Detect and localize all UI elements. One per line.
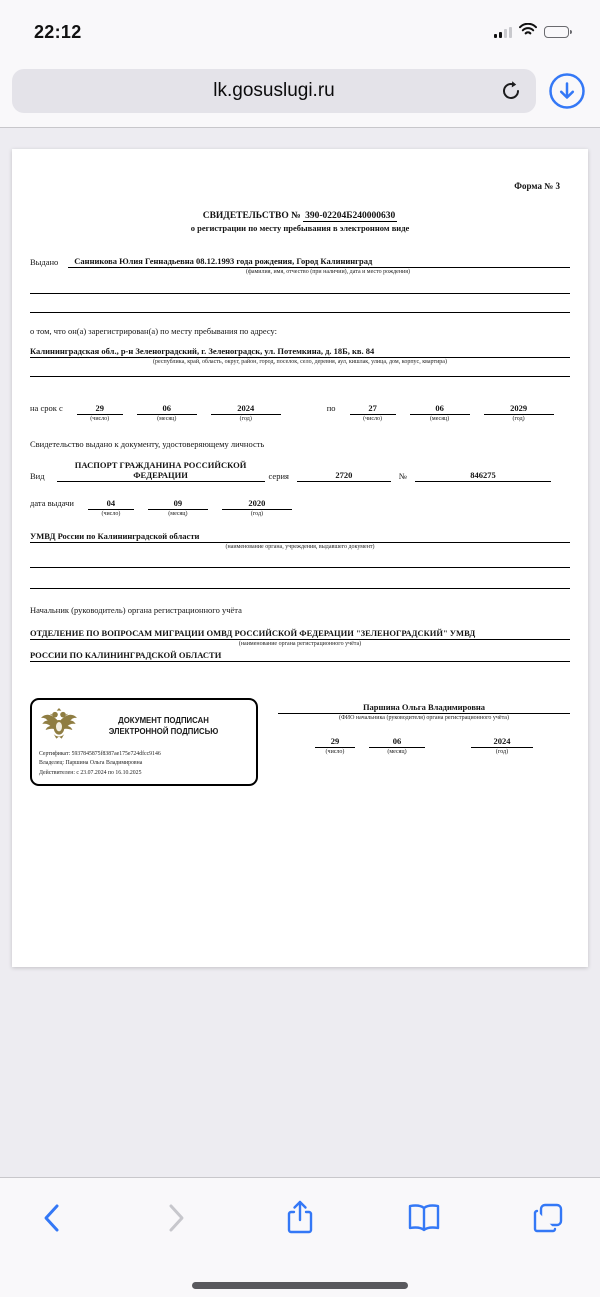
sign-date-day-field: 29 (число) (315, 736, 355, 755)
number-label: № (398, 471, 408, 481)
stamp-certificate-line: Сертификат: 5937845875f8387ae175e724dfcc9146 (39, 751, 161, 757)
address-caption: (республика, край, область, округ, район, город, поселок, село, деревня, аул, кишлак, улица, дом, корпус, квартира) (153, 359, 447, 365)
issued-caption: (фамилия, имя, отчество (при наличии), дата и место рождения) (245, 269, 411, 275)
back-button[interactable] (30, 1196, 74, 1240)
blank-line (30, 550, 570, 568)
passport-row (30, 460, 570, 482)
download-progress-button[interactable] (548, 72, 586, 110)
issue-date-day-field: 04 (число) (88, 498, 134, 517)
number-value: 846275 (415, 470, 551, 482)
blank-line (30, 365, 570, 377)
document-title-prefix: СВИДЕТЕЛЬСТВО № (202, 211, 301, 221)
share-button[interactable] (278, 1196, 322, 1240)
document-page (12, 149, 588, 967)
doc-type-line2: ФЕДЕРАЦИИ (57, 470, 265, 482)
wifi-icon (519, 23, 537, 41)
issue-date-month-field: 09 (месяц) (148, 498, 208, 517)
issued-label: Выдано (30, 257, 59, 267)
url-text[interactable]: lk.gosuslugi.ru (213, 80, 335, 101)
form-number-label: Форма № 3 (514, 181, 560, 191)
authority-line1: ОТДЕЛЕНИЕ ПО ВОПРОСАМ МИГРАЦИИ ОМВД РОССИЙСКОЙ ФЕДЕРАЦИИ "ЗЕЛЕНОГРАДСКИЙ" УМВД (30, 628, 570, 640)
blank-line (30, 275, 570, 294)
stamp-details (39, 750, 248, 778)
tabs-button[interactable] (526, 1196, 570, 1240)
issue-date-year-field: 2020 (год) (222, 498, 292, 517)
period-row (30, 403, 570, 422)
period-from-label: на срок с (30, 403, 63, 413)
digital-signature-stamp (30, 698, 258, 786)
web-content-area[interactable] (0, 128, 600, 1177)
status-icons (494, 23, 573, 41)
period-to-label: по (326, 403, 336, 413)
sign-date-month-field: 06 (месяц) (369, 736, 425, 755)
issued-value: Санникова Юлия Геннадьевна 08.12.1993 года рождения, Город Калининград (68, 256, 570, 268)
certificate-number: 390-02204Б240000630 (305, 211, 396, 221)
stamp-validity-line: Действителен: с 23.07.2024 по 16.10.2025 (39, 769, 142, 776)
period-from-month-field: 06 (месяц) (137, 403, 197, 422)
status-bar (0, 0, 600, 54)
issue-date-label: дата выдачи (30, 498, 74, 508)
document-title (30, 211, 570, 221)
issue-date-row (30, 498, 570, 517)
cellular-signal-icon (494, 26, 513, 38)
url-row (0, 54, 600, 128)
signer-block (278, 698, 570, 786)
stamp-title: ДОКУМЕНТ ПОДПИСАН ЭЛЕКТРОННОЙ ПОДПИСЬЮ (108, 716, 219, 736)
chief-label: Начальник (руководитель) органа регистрационного учёта (30, 605, 242, 615)
sign-date-row (278, 736, 570, 755)
sign-date-year-field: 2024 (год) (471, 736, 533, 755)
document-subtitle: о регистрации по месту пребывания в электронном виде (190, 223, 410, 233)
identity-document-text: Свидетельство выдано к документу, удостоверяющему личность (30, 439, 265, 449)
blank-line (30, 568, 570, 589)
mvd-eagle-emblem-icon (39, 707, 79, 746)
address-value: Калининградская обл., р-н Зеленоградский, г. Зеленоградск, ул. Потемкина, д. 18Б, кв. 84 (30, 346, 570, 358)
battery-icon (544, 26, 572, 39)
authority-line2: РОССИИ ПО КАЛИНИНГРАДСКОЙ ОБЛАСТИ (30, 650, 570, 662)
issued-row (30, 256, 570, 268)
period-to-year-field: 2029 (год) (484, 403, 554, 422)
issuer-value: УМВД России по Калининградской области (30, 531, 570, 543)
signer-name: Паршина Ольга Владимировна (278, 702, 570, 714)
period-from-day-field: 29 (число) (77, 403, 123, 422)
bookmarks-button[interactable] (402, 1196, 446, 1240)
signer-caption: (ФИО начальника (руководителя) органа регистрационного учёта) (339, 715, 509, 721)
stamp-owner-line: Владелец: Паршина Ольга Владимировна (39, 760, 143, 767)
doc-type-line1: ПАСПОРТ ГРАЖДАНИНА РОССИЙСКОЙ (74, 460, 247, 470)
signature-area (30, 698, 570, 786)
blank-line (30, 294, 570, 313)
authority-caption: (наименование органа регистрационного учёта) (238, 641, 362, 647)
period-to-day-field: 27 (число) (350, 403, 396, 422)
issuer-caption: (наименование органа, учреждения, выдавшего документ) (225, 544, 375, 550)
period-from-year-field: 2024 (год) (211, 403, 281, 422)
safari-bottom-toolbar (0, 1177, 600, 1297)
reload-button[interactable] (498, 78, 524, 104)
forward-button[interactable] (154, 1196, 198, 1240)
series-label: серия (268, 471, 289, 481)
registered-text: о том, что он(а) зарегистрирован(а) по месту пребывания по адресу: (30, 326, 278, 336)
series-value: 2720 (297, 470, 391, 482)
browser-header (0, 0, 600, 128)
doc-type-label: Вид (30, 471, 45, 481)
address-bar[interactable] (12, 69, 536, 113)
home-indicator[interactable] (192, 1282, 408, 1289)
status-time: 22:12 (34, 21, 82, 42)
doc-type-value (57, 460, 265, 482)
period-to-month-field: 06 (месяц) (410, 403, 470, 422)
